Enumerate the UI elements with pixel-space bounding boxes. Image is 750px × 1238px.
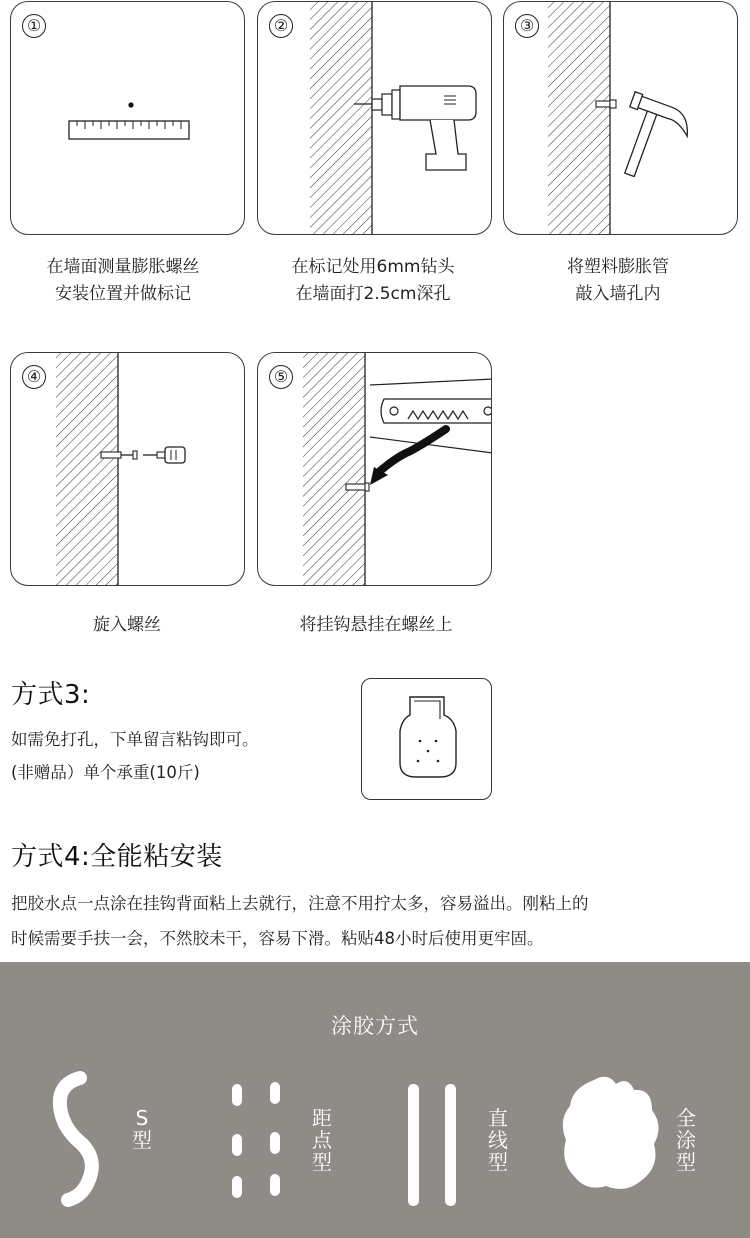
wall-hatch	[56, 353, 118, 586]
adhesive-hook-icon	[362, 679, 492, 800]
wall-hatch	[303, 353, 365, 586]
glue-type-label-dot: 距 点 型	[312, 1106, 332, 1174]
step-number: ④	[22, 365, 46, 389]
mark-dot	[128, 102, 133, 107]
wall-hatch	[310, 2, 372, 235]
dot-glue-icon	[226, 1076, 296, 1206]
step-caption-4: 旋入螺丝	[93, 615, 161, 635]
s-shape-glue-icon	[48, 1070, 108, 1210]
arrow	[380, 429, 446, 471]
screwdriver-handle	[165, 447, 185, 463]
method3-title: 方式3:	[11, 680, 91, 710]
step-card-2	[257, 1, 492, 235]
step-number: ⑤	[269, 365, 293, 389]
hammer-illustration	[504, 2, 738, 235]
screw-illustration	[11, 353, 245, 586]
anchor	[596, 101, 610, 107]
line-glue-icon	[402, 1078, 464, 1212]
glue-methods-panel	[0, 962, 750, 1238]
wall-hatch	[548, 2, 610, 235]
anchor	[101, 452, 121, 458]
step-caption-1: 在墙面测量膨胀螺丝 安装位置并做标记	[46, 257, 200, 304]
ruler	[69, 121, 189, 139]
glue-type-label-full: 全 涂 型	[676, 1106, 696, 1174]
step-card-3	[503, 1, 738, 235]
step-number: ②	[269, 14, 293, 38]
step-card-5	[257, 352, 492, 586]
step-number: ③	[515, 14, 539, 38]
step-card-4	[10, 352, 245, 586]
step-caption-2: 在标记处用6mm钻头 在墙面打2.5cm深孔	[291, 257, 455, 304]
full-coat-glue-icon	[556, 1070, 666, 1200]
glue-panel-title: 涂胶方式	[331, 1014, 419, 1038]
hook-illustration	[258, 353, 492, 586]
glue-type-label-line: 直 线 型	[488, 1106, 508, 1174]
drill-illustration	[258, 2, 492, 235]
step-caption-5: 将挂钩悬挂在螺丝上	[299, 615, 453, 635]
adhesive-hook-card	[361, 678, 492, 800]
step-number: ①	[22, 14, 46, 38]
method4-text: 把胶水点一点涂在挂钩背面粘上去就行，注意不用拧太多，容易溢出。刚粘上的 时候需要手扶一会，不然胶未干，容易下滑。粘贴48小时后使用更牢固。	[11, 894, 589, 948]
step-caption-3: 将塑料膨胀管 敲入墙孔内	[567, 257, 669, 304]
glue-type-label-s: S 型	[132, 1106, 152, 1152]
method3-text: 如需免打孔，下单留言粘钩即可。 (非赠品）单个承重(10斤)	[11, 730, 259, 782]
ruler-illustration	[11, 2, 245, 235]
step-card-1	[10, 1, 245, 235]
method4-title: 方式4:全能粘安装	[11, 842, 223, 872]
screw-head	[346, 484, 366, 490]
